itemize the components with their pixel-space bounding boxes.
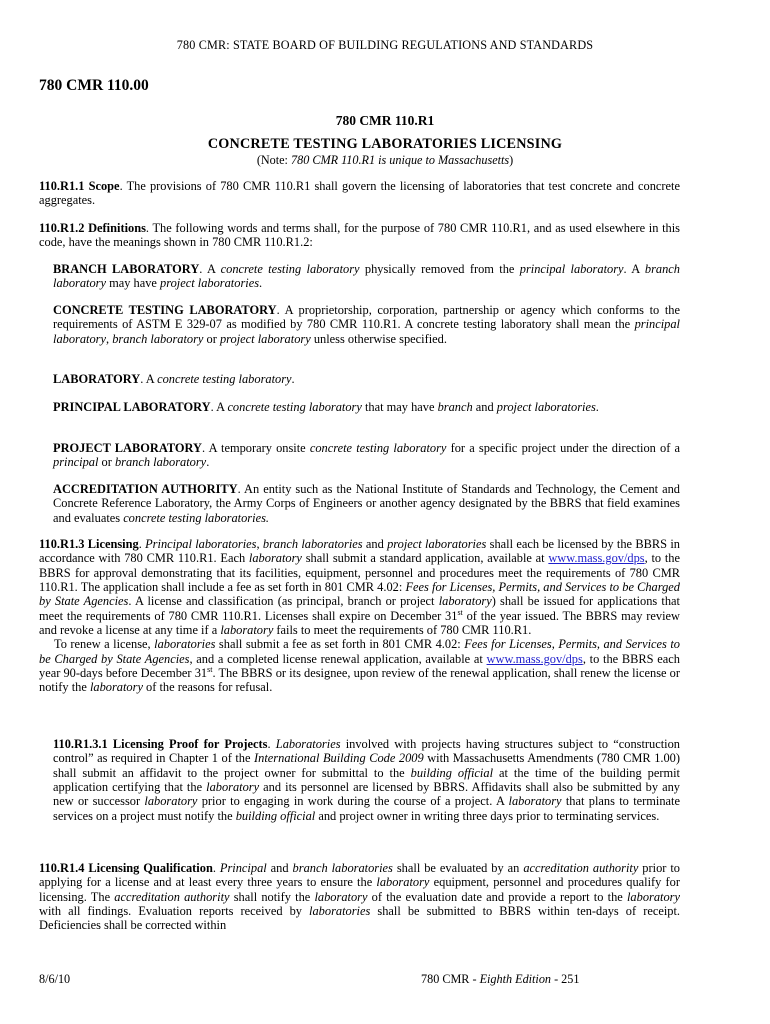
scope-paragraph: 110.R1.1 Scope. The provisions of 780 CMR 110.R1 shall govern the licensing of laboratories that test concrete and concrete aggregates.: [39, 179, 680, 208]
definition-concrete-testing-laboratory: CONCRETE TESTING LABORATORY. A proprietorship, corporation, partnership or agency which conforms to the requirements of ASTM E 329-07 as modified by 780 CMR 110.R1. A concrete testing laboratory shall mean the principal laboratory, branch laboratory or project laboratory unless otherwise specified.: [53, 303, 680, 346]
licensing-proof-paragraph: 110.R1.3.1 Licensing Proof for Projects. Laboratories involved with projects having structures subject to “construction control” as required in Chapter 1 of the International Building Code 2009 with Massachusetts Amendments (780 CMR 1.00) shall submit an affidavit to the project owner for submittal to the building official at the time of the building permit application certifying that the laboratory and its personnel are licensed by BBRS. Affidavits shall also be submitted by any new or successor laboratory prior to engaging in work during the course of a project. A laboratory that plans to terminate services on a project must notify the building official and project owner in writing three days prior to terminating services.: [53, 737, 681, 823]
definition-laboratory: LABORATORY. A concrete testing laboratory.: [53, 372, 295, 386]
mass-gov-dps-link[interactable]: www.mass.gov/dps: [486, 651, 583, 666]
licensing-qualification-label: 110.R1.4 Licensing Qualification: [39, 861, 213, 875]
renewal-paragraph: To renew a license, laboratories shall submit a fee as set forth in 801 CMR 4.02: Fees for Licenses, Permits, and Services to be Charged by State Agencies, and a completed license renewal application, available at www.mass.gov/dps, to the BBRS each year 90-days before December 31st. The BBRS or its designee, upon review of the renewal application, shall renew the license or notify the laboratory of the reasons for refusal.: [39, 637, 680, 695]
licensing-qualification-paragraph: 110.R1.4 Licensing Qualification. Principal and branch laboratories shall be evaluated by an accreditation authority prior to applying for a license and at least every three years to ensure the laboratory equipment, personnel and procedures qualify for licensing. The accreditation authority shall notify the laboratory of the evaluation date and provide a report to the laboratory with all findings. Evaluation reports received by laboratories shall be submitted to BBRS within ten-days of receipt. Deficiencies shall be corrected within: [39, 861, 681, 933]
subsection-note: (Note: 780 CMR 110.R1 is unique to Massachusetts): [256, 153, 514, 167]
scope-label: 110.R1.1 Scope: [39, 179, 120, 193]
licensing-proof-label: 110.R1.3.1 Licensing Proof for Projects: [53, 737, 268, 751]
definition-principal-laboratory: PRINCIPAL LABORATORY. A concrete testing laboratory that may have branch and project laboratories.: [53, 400, 599, 414]
subsection-title: CONCRETE TESTING LABORATORIES LICENSING: [207, 136, 563, 152]
running-head: 780 CMR: STATE BOARD OF BUILDING REGULATIONS AND STANDARDS: [176, 38, 594, 52]
subsection-number: 780 CMR 110.R1: [335, 113, 435, 128]
licensing-label: 110.R1.3 Licensing: [39, 537, 139, 551]
definitions-label: 110.R1.2 Definitions: [39, 221, 146, 235]
definitions-paragraph: 110.R1.2 Definitions. The following words and terms shall, for the purpose of 780 CMR 110.R1, and as used elsewhere in this code, have the meanings shown in 780 CMR 110.R1.2:: [39, 221, 680, 250]
footer-page-info: 780 CMR - Eighth Edition - 251: [421, 972, 580, 986]
mass-gov-dps-link[interactable]: www.mass.gov/dps: [548, 551, 645, 566]
licensing-paragraph: 110.R1.3 Licensing. Principal laboratories, branch laboratories and project laboratories shall each be licensed by the BBRS in accordance with 780 CMR 110.R1. Each laboratory shall submit a standard application, available at www.mass.gov/dps, to the BBRS for approval demonstrating that its facilities, equipment, personnel and procedures meet the requirements of 780 CMR 110.R1. The application shall include a fee as set forth in 801 CMR 4.02: Fees for Licenses, Permits, and Services to be Charged by State Agencies. A license and classification (as principal, branch or project laboratory) shall be issued for applications that meet the requirements of 780 CMR 110.R1. Licenses shall expire on December 31st of the year issued. The BBRS may review and revoke a license at any time if a laboratory fails to meet the requirements of 780 CMR 110.R1.: [39, 537, 681, 638]
section-number: 780 CMR 110.00: [39, 77, 149, 94]
footer-date: 8/6/10: [39, 972, 71, 986]
licensing-section: [39, 537, 680, 695]
definition-accreditation-authority: ACCREDITATION AUTHORITY. An entity such as the National Institute of Standards and Technology, the Cement and Concrete Reference Laboratory, the Army Corps of Engineers or another agency designated by the BBRS that field examines and evaluates concrete testing laboratories.: [53, 482, 680, 525]
definition-branch-laboratory: BRANCH LABORATORY. A concrete testing laboratory physically removed from the principal laboratory. A branch laboratory may have project laboratories.: [53, 262, 680, 291]
definition-project-laboratory: PROJECT LABORATORY. A temporary onsite concrete testing laboratory for a specific project under the direction of a principal or branch laboratory.: [53, 441, 680, 470]
